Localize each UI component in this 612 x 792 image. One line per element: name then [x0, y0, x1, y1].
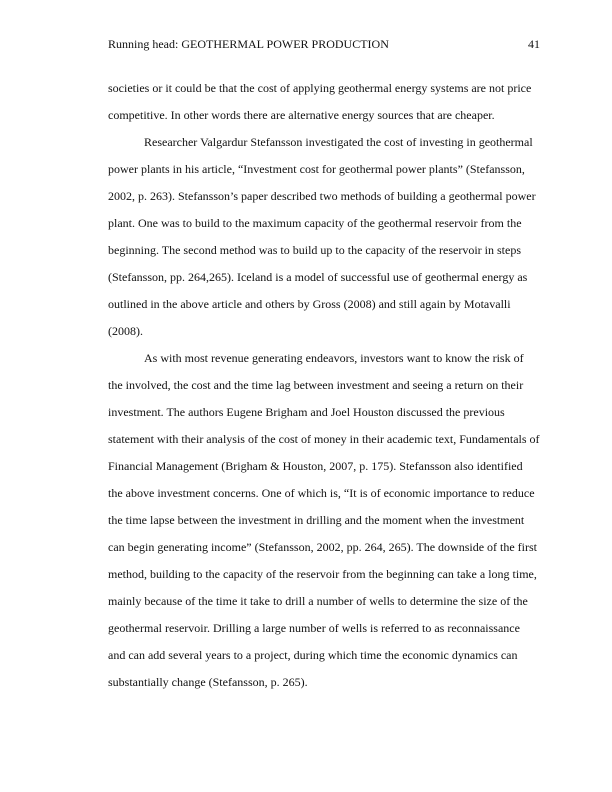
text-line: mainly because of the time it take to drill a number of wells to determine the size of the	[108, 594, 528, 608]
text-line: Financial Management (Brigham & Houston, 2007, p. 175). Stefansson also identified	[108, 459, 523, 473]
paragraph-first-line: Researcher Valgardur Stefansson investigated the cost of investing in geothermal	[144, 135, 533, 149]
text-line: the time lapse between the investment in drilling and the moment when the investment	[108, 513, 525, 527]
text-line: plant. One was to build to the maximum capacity of the geothermal reservoir from the	[108, 216, 522, 230]
page-header	[108, 36, 540, 52]
text-line: 2002, p. 263). Stefansson’s paper described two methods of building a geothermal power	[108, 189, 536, 203]
text-line: outlined in the above article and others by Gross (2008) and still again by Motavalli	[108, 297, 511, 311]
page-number: 41	[528, 37, 540, 51]
text-line: (2008).	[108, 324, 143, 338]
body-text	[108, 75, 540, 696]
text-line: competitive. In other words there are alternative energy sources that are cheaper.	[108, 108, 495, 122]
text-line: and can add several years to a project, during which time the economic dynamics can	[108, 648, 518, 662]
running-head: Running head: GEOTHERMAL POWER PRODUCTION	[108, 37, 389, 51]
text-line: investment. The authors Eugene Brigham and Joel Houston discussed the previous	[108, 405, 505, 419]
text-line: substantially change (Stefansson, p. 265).	[108, 675, 308, 689]
text-line: societies or it could be that the cost of applying geothermal energy systems are not price	[108, 81, 532, 95]
text-line: method, building to the capacity of the reservoir from the beginning can take a long time,	[108, 567, 537, 581]
text-line: (Stefansson, pp. 264,265). Iceland is a model of successful use of geothermal energy as	[108, 270, 528, 284]
text-line: beginning. The second method was to build up to the capacity of the reservoir in steps	[108, 243, 522, 257]
text-line: the above investment concerns. One of which is, “It is of economic importance to reduce	[108, 486, 535, 500]
text-line: can begin generating income” (Stefansson, 2002, pp. 264, 265). The downside of the first	[108, 540, 538, 554]
text-line: power plants in his article, “Investment cost for geothermal power plants” (Stefansson,	[108, 162, 525, 176]
text-line: statement with their analysis of the cost of money in their academic text, Fundamentals of	[108, 432, 540, 446]
text-line: the involved, the cost and the time lag between investment and seeing a return on their	[108, 378, 524, 392]
paragraph-first-line: As with most revenue generating endeavors, investors want to know the risk of	[144, 351, 524, 365]
text-line: geothermal reservoir. Drilling a large number of wells is referred to as reconnaissance	[108, 621, 520, 635]
